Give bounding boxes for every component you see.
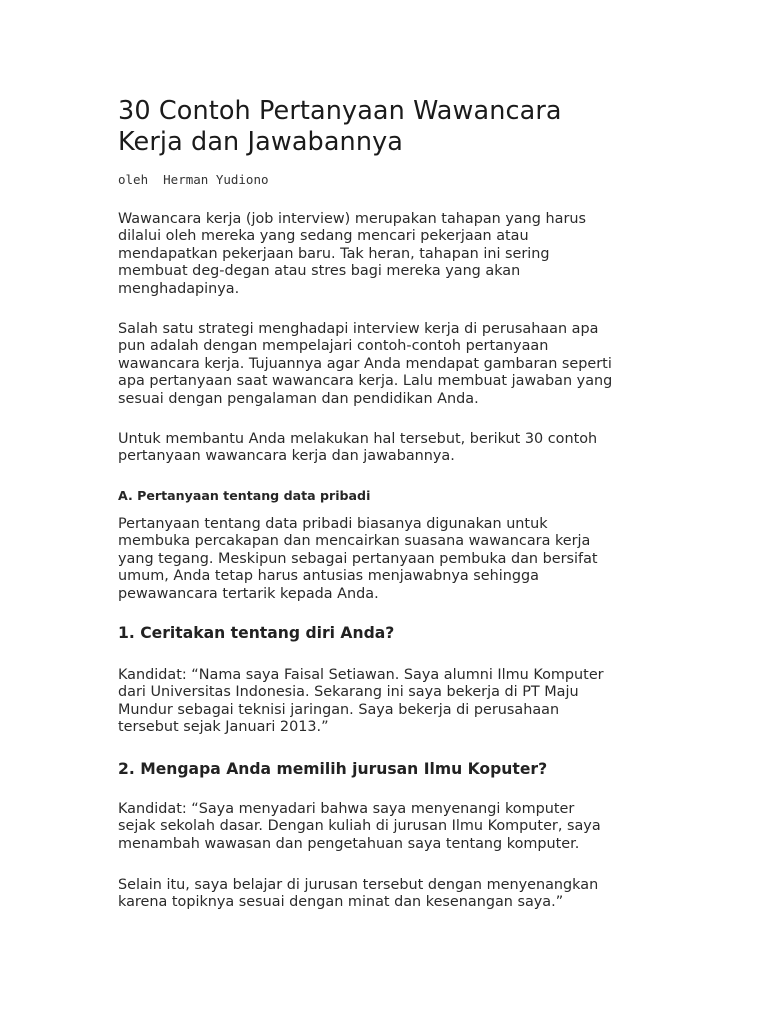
question-2-answer-part-1: Kandidat: “Saya menyadari bahwa saya menyenangi komputer sejak sekolah dasar. Dengan kuliah di jurusan Ilmu Komputer, saya menambah wawasan dan pengetahuan saya tentang komputer. (118, 801, 601, 852)
intro-paragraph-2: Salah satu strategi menghadapi interview kerja di perusahaan apa pun adalah dengan mempelajari contoh-contoh pertanyaan wawancara kerja. Tujuannya agar Anda mendapat gambaran seperti apa pertanyaan saat wawancara kerja. Lalu membuat jawaban yang sesuai dengan pengalaman dan pendidikan Anda. (118, 321, 613, 407)
section-a-intro: Pertanyaan tentang data pribadi biasanya digunakan untuk membuka percakapan dan mencairkan suasana wawancara kerja yang tegang. Meskipun sebagai pertanyaan pembuka dan bersifat umum, Anda tetap harus antusias menjawabnya sehingga pewawancara tertarik kepada Anda. (118, 516, 598, 602)
question-2-heading: 2. Mengapa Anda memilih jurusan Ilmu Koputer? (118, 760, 548, 778)
question-2-answer-part-2: Selain itu, saya belajar di jurusan tersebut dengan menyenangkan karena topiknya sesuai dengan minat dan kesenangan saya.” (118, 877, 599, 911)
section-a-heading: A. Pertanyaan tentang data pribadi (118, 488, 371, 503)
article-title: 30 Contoh Pertanyaan Wawancara Kerja dan Jawabannya (118, 96, 562, 157)
author-byline: oleh Herman Yudiono (118, 172, 269, 187)
intro-paragraph-3: Untuk membantu Anda melakukan hal tersebut, berikut 30 contoh pertanyaan wawancara kerja dan jawabannya. (118, 431, 598, 465)
question-1-heading: 1. Ceritakan tentang diri Anda? (118, 624, 395, 642)
question-1-answer: Kandidat: “Nama saya Faisal Setiawan. Saya alumni Ilmu Komputer dari Universitas Indonesia. Sekarang ini saya bekerja di PT Maju Mundur sebagai teknisi jaringan. Saya bekerja di perusahaan tersebut sejak Januari 2013.” (118, 667, 604, 736)
intro-paragraph-1: Wawancara kerja (job interview) merupakan tahapan yang harus dilalui oleh mereka yang sedang mencari pekerjaan atau mendapatkan pekerjaan baru. Tak heran, tahapan ini sering membuat deg-degan atau stres bagi mereka yang akan menghadapinya. (118, 211, 586, 297)
